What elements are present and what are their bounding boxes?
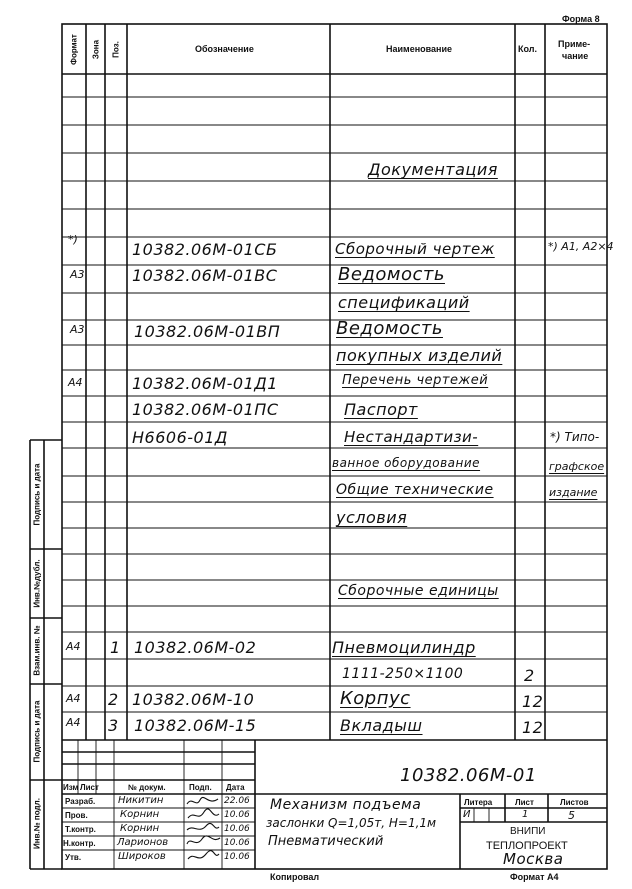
- section-assemblies: Сборочные единицы: [338, 583, 499, 599]
- role-date: 10.06: [224, 810, 250, 820]
- role-name: Корнин: [120, 809, 160, 820]
- sheets-label: Листов: [560, 798, 589, 807]
- row-qty: 12: [522, 692, 544, 711]
- header-name: Наименование: [386, 44, 453, 54]
- org-line-3: Москва: [503, 850, 564, 868]
- row-designation: 10382.06М-02: [134, 638, 257, 657]
- row-designation: Н6606-01Д: [132, 428, 228, 447]
- row-note: *) Типо-: [550, 430, 600, 444]
- row-name: Нестандартизи-: [344, 428, 479, 446]
- side-replace-inv: Взам.инв. №: [32, 625, 42, 676]
- row-designation: 10382.06М-01СБ: [132, 240, 278, 259]
- role-name: Никитин: [118, 795, 164, 806]
- row-name-3: Общие технические: [336, 482, 494, 498]
- row-format: А4: [66, 640, 81, 653]
- header-designation: Обозначение: [195, 44, 254, 54]
- row-format: А3: [70, 323, 85, 336]
- role-name: Корнин: [120, 823, 160, 834]
- sheet-value: 1: [522, 809, 529, 820]
- row-format: А4: [66, 692, 81, 705]
- row-pos: 2: [108, 690, 119, 709]
- stamp-title-2: заслонки Q=1,05т, Н=1,1м: [266, 816, 437, 830]
- footer-format: Формат А4: [510, 872, 559, 882]
- row-name: Корпус: [340, 688, 411, 709]
- row-name: Ведомость: [336, 318, 443, 339]
- row-format: А4: [66, 716, 81, 729]
- side-inv-orig: Инв.№ подл.: [32, 798, 42, 849]
- row-designation: 10382.06М-15: [134, 716, 257, 735]
- role-label: Разраб.: [65, 797, 96, 806]
- row-designation: 10382.06М-01ПС: [132, 400, 279, 419]
- form-label: Форма 8: [562, 14, 600, 24]
- stamp-title-1: Механизм подъема: [270, 797, 422, 813]
- footer-copied: Копировал: [270, 872, 320, 882]
- org-line-1: ВНИПИ: [510, 826, 546, 837]
- row-designation: 10382.06М-01ВП: [134, 322, 281, 341]
- row-note: *) А1, А2×4: [548, 240, 614, 253]
- header-note-2: чание: [562, 51, 589, 61]
- signatures: [184, 794, 222, 869]
- stamp-title-3: Пневматический: [268, 834, 384, 849]
- sheet-label: Лист: [515, 798, 534, 807]
- stamp-doc-number: 10382.06М-01: [400, 765, 537, 786]
- side-sign-date-2: Подпись и дата: [32, 463, 42, 526]
- row-name: Паспорт: [344, 400, 418, 419]
- header-pos: Поз.: [111, 41, 121, 58]
- row-name: Ведомость: [338, 264, 445, 285]
- role-name: Широков: [118, 851, 166, 862]
- section-documentation: Документация: [368, 160, 498, 179]
- row-name-2: спецификаций: [338, 293, 470, 312]
- role-label: Пров.: [65, 811, 88, 820]
- row-designation: 10382.06М-01Д1: [132, 374, 278, 393]
- header-format: Формат: [69, 34, 79, 65]
- row-name-2: ванное оборудование: [332, 456, 481, 470]
- header-zone: Зона: [91, 39, 101, 60]
- row-note-3: издание: [549, 486, 598, 499]
- row-qty: 12: [522, 718, 544, 737]
- row-format: А4: [68, 376, 83, 389]
- role-label: Т.контр.: [65, 825, 96, 834]
- sheets-value: 5: [568, 809, 575, 822]
- row-name: Перечень чертежей: [342, 373, 489, 388]
- row-format: А3: [70, 268, 85, 281]
- role-name: Ларионов: [117, 837, 169, 848]
- role-label: Н.контр.: [63, 839, 96, 848]
- header-note-1: Приме-: [558, 39, 591, 49]
- role-date: 22.06: [224, 796, 250, 806]
- role-date: 10.06: [224, 852, 250, 862]
- org-line-2: ТЕПЛОПРОЕКТ: [486, 840, 568, 852]
- row-pos: 3: [108, 716, 119, 735]
- col-list: Лист: [80, 783, 99, 792]
- role-date: 10.06: [224, 838, 250, 848]
- row-name-4: условия: [336, 508, 408, 527]
- row-name-2: 1111-250×1100: [342, 666, 464, 682]
- role-label: Утв.: [65, 853, 82, 862]
- row-format: *): [68, 233, 78, 246]
- row-name: Пневмоцилиндр: [332, 638, 476, 657]
- row-pos: 1: [110, 638, 121, 657]
- row-name: Вкладыш: [340, 716, 423, 735]
- row-designation: 10382.06М-10: [132, 690, 255, 709]
- litera-label: Литера: [464, 798, 493, 807]
- row-designation: 10382.06М-01ВС: [132, 266, 278, 285]
- row-name-2: покупных изделий: [336, 346, 503, 365]
- litera-value: И: [463, 809, 471, 820]
- row-qty: 2: [524, 666, 535, 685]
- row-note-2: графское: [549, 460, 605, 473]
- col-date: Дата: [226, 783, 245, 792]
- row-name: Сборочный чертеж: [335, 240, 495, 258]
- header-qty: Кол.: [518, 44, 537, 54]
- col-doc: № докум.: [128, 783, 166, 792]
- col-sign: Подп.: [189, 783, 212, 792]
- side-inv-dup: Инв.№дубл.: [32, 559, 42, 608]
- side-sign-date-1: Подпись и дата: [32, 700, 42, 763]
- role-date: 10.06: [224, 824, 250, 834]
- col-izm: Изм: [63, 783, 79, 792]
